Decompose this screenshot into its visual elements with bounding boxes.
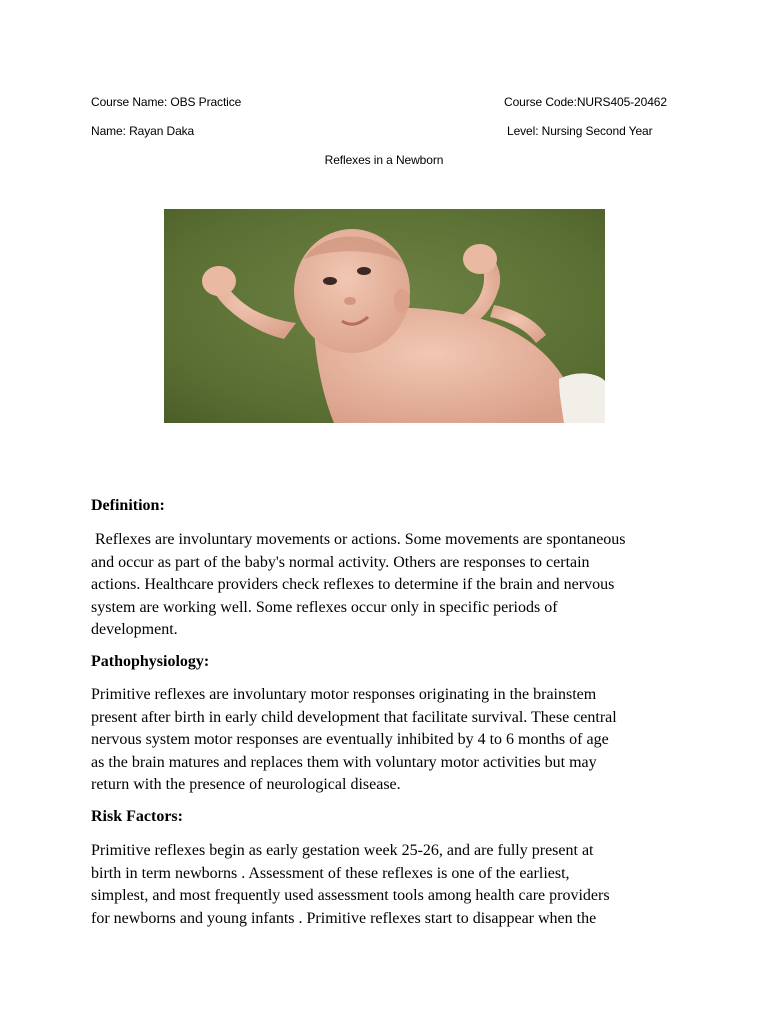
pathophysiology-line: return with the presence of neurological disease. bbox=[91, 776, 401, 793]
definition-paragraph bbox=[91, 529, 691, 642]
document-title: Reflexes in a Newborn bbox=[324, 153, 444, 167]
course-code: Course Code:NURS405-20462 bbox=[504, 95, 667, 109]
risk-factors-line: birth in term newborns . Assessment of these reflexes is one of the earliest, bbox=[91, 864, 570, 882]
risk-factors-paragraph bbox=[91, 840, 691, 930]
student-level: Level: Nursing Second Year bbox=[507, 124, 653, 138]
course-name: Course Name: OBS Practice bbox=[91, 95, 242, 109]
risk-factors-line: for newborns and young infants . Primitive reflexes start to disappear when the bbox=[91, 909, 597, 927]
definition-line: actions. Healthcare providers check reflexes to determine if the brain and nervous bbox=[91, 576, 615, 593]
risk-factors-line: simplest, and most frequently used assessment tools among health care providers bbox=[91, 887, 610, 904]
pathophysiology-line: Primitive reflexes are involuntary motor responses originating in the brainstem bbox=[91, 686, 597, 703]
newborn-photo bbox=[164, 209, 605, 423]
pathophysiology-line: nervous system motor responses are eventually inhibited by 4 to 6 months of age bbox=[91, 731, 609, 748]
definition-line: development. bbox=[91, 621, 178, 638]
risk-factors-heading: Risk Factors: bbox=[91, 808, 183, 825]
pathophysiology-line: present after birth in early child development that facilitate survival. These central bbox=[91, 708, 617, 726]
pathophysiology-paragraph bbox=[91, 684, 691, 797]
student-name: Name: Rayan Daka bbox=[91, 124, 195, 138]
pathophysiology-line: as the brain matures and replaces them with voluntary motor activities but may bbox=[91, 753, 597, 771]
pathophysiology-heading: Pathophysiology: bbox=[91, 653, 210, 670]
definition-line: system are working well. Some reflexes occur only in specific periods of bbox=[91, 598, 558, 616]
definition-line: and occur as part of the baby's normal activity. Others are responses to certain bbox=[91, 553, 590, 571]
risk-factors-line: Primitive reflexes begin as early gestation week 25-26, and are fully present at bbox=[91, 842, 594, 859]
definition-heading: Definition: bbox=[91, 497, 165, 514]
definition-line: Reflexes are involuntary movements or actions. Some movements are spontaneous bbox=[91, 531, 626, 548]
